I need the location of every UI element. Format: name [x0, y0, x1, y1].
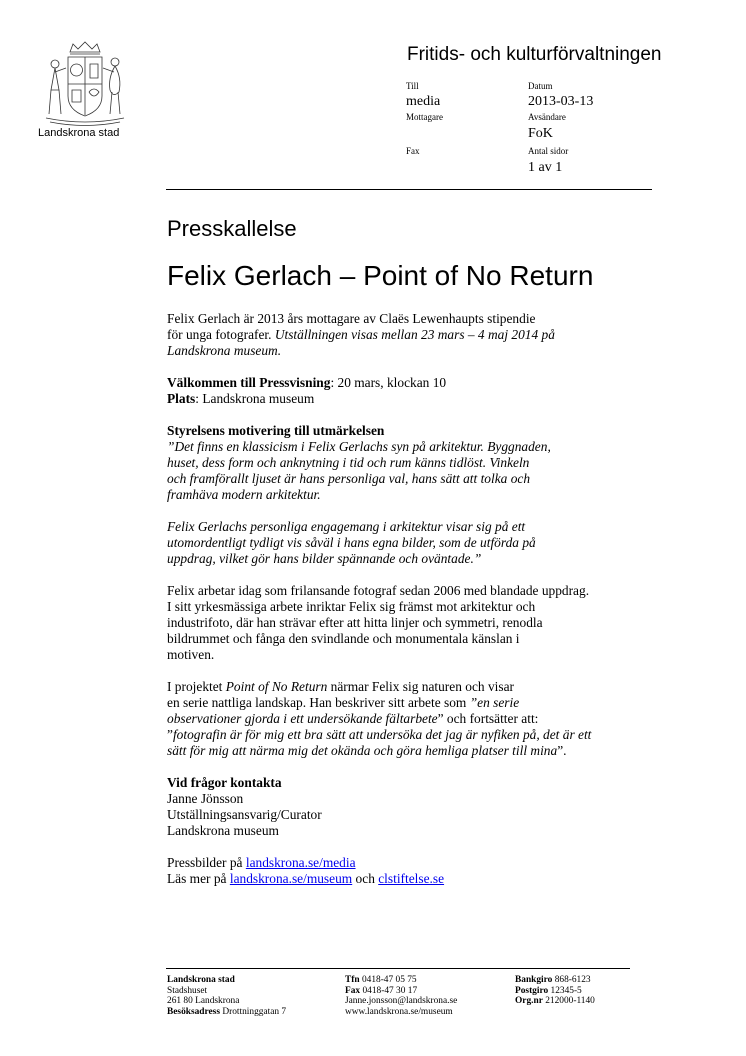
footer-label: Postgiro [515, 985, 549, 996]
antal-sidor-label: Antal sidor [528, 146, 569, 156]
footer-line: Stadshuset [167, 985, 208, 996]
motivation-line: uppdrag, vilket gör hans bilder spännande och oväntade.” [167, 551, 482, 566]
links-text: och [352, 871, 379, 886]
footer-email: Janne.jonsson@landskrona.se [345, 996, 458, 1006]
project-quote: sätt för mig att närma mig det okända och göra hemliga platser till mina [167, 743, 558, 758]
footer-bank [515, 975, 595, 1007]
document-kicker: Presskallelse [167, 216, 297, 241]
footer-line: 261 80 Landskrona [167, 996, 240, 1006]
footer-value: Drottninggatan 7 [219, 1006, 287, 1017]
footer-label: Bankgiro [515, 975, 553, 985]
till-label: Till [406, 81, 419, 91]
department-title: Fritids- och kulturförvaltningen [407, 44, 662, 65]
footer-label: Besöksadress [167, 1006, 220, 1017]
footer-contact [345, 975, 457, 1017]
avsandare-label: Avsändare [528, 112, 566, 122]
footer-address [167, 975, 286, 1017]
press-images-link[interactable]: landskrona.se/media [245, 855, 356, 870]
landskrona-coat-of-arms-icon [40, 38, 130, 128]
contact-role: Utställningsansvarig/Curator [167, 807, 322, 822]
bio-line: industrifoto, där han strävar efter att hitta linjer och symmetri, renodla [167, 615, 543, 630]
project-quote: ”en serie [469, 695, 520, 710]
project-text: ”. [557, 743, 567, 758]
bio-line: Felix arbetar idag som frilansande fotograf sedan 2006 med blandade uppdrag. [167, 583, 590, 598]
footer-label: Org.nr [515, 996, 543, 1006]
logo-wordmark: Landskrona stad [38, 127, 120, 139]
links-text: Pressbilder på [167, 855, 246, 870]
footer-divider [166, 968, 630, 969]
footer-label: Tfn [345, 975, 360, 985]
intro-line-1: Felix Gerlach är 2013 års mottagare av Claës Lewenhaupts stipendie [167, 311, 536, 326]
motivation-paragraph [167, 423, 657, 503]
avsandare-value: FoK [528, 126, 553, 141]
project-text: ” och fortsätter att: [437, 711, 539, 726]
document-body [167, 311, 657, 903]
motivation-line: Felix Gerlachs personliga engagemang i arkitektur visar sig på ett [167, 519, 526, 534]
museum-link[interactable]: landskrona.se/museum [229, 871, 353, 886]
motivation-line: ”Det finns en klassicism i Felix Gerlachs syn på arkitektur. Byggnaden, [167, 439, 551, 454]
fax-label: Fax [406, 146, 420, 156]
project-text: en serie nattliga landskap. Han beskriver sitt arbete som [167, 695, 470, 710]
project-text: ” [167, 727, 173, 742]
project-text: I projektet [167, 679, 226, 694]
footer-value: 0418-47 30 17 [360, 985, 418, 996]
motivation-line: och framförallt ljuset är hans personliga val, hans sätt att tolka och [167, 471, 531, 486]
clstiftelse-link[interactable]: clstiftelse.se [378, 871, 445, 886]
bio-line: bildrummet och fånga den svindlande och monumentala känslan i [167, 631, 520, 646]
footer-web: www.landskrona.se/museum [345, 1006, 453, 1017]
intro-exhibition-dates: Utställningen visas mellan 23 mars – 4 maj 2014 på [274, 327, 555, 342]
antal-sidor-value: 1 av 1 [528, 160, 563, 175]
footer-label: Fax [345, 985, 361, 996]
motivation-heading: Styrelsens motivering till utmärkelsen [167, 423, 385, 438]
footer-org-name: Landskrona stad [167, 975, 235, 985]
invitation-paragraph [167, 375, 657, 407]
document-headline: Felix Gerlach – Point of No Return [167, 260, 594, 291]
footer-value: 12345-5 [548, 985, 582, 996]
footer-value: 212000-1140 [542, 996, 595, 1006]
links-paragraph [167, 855, 657, 887]
project-text: närmar Felix sig naturen och visar [327, 679, 514, 694]
bio-paragraph [167, 583, 657, 663]
motivation-line: utomordentligt tydligt vis såväl i hans egna bilder, som de utförda på [167, 535, 536, 550]
header-divider [166, 189, 652, 190]
intro-line-2: för unga fotografer. [167, 327, 275, 342]
footer-value: 0418-47 05 75 [359, 975, 417, 985]
motivation-line: framhäva modern arkitektur. [167, 487, 321, 502]
project-paragraph [167, 679, 657, 759]
project-quote: fotografin är för mig ett bra sätt att undersöka det jag är nyfiken på, det är ett [172, 727, 592, 742]
datum-label: Datum [528, 81, 553, 91]
links-text: Läs mer på [167, 871, 230, 886]
till-value: media [406, 94, 441, 109]
place-value: : Landskrona museum [195, 391, 315, 406]
contact-paragraph [167, 775, 657, 839]
intro-paragraph [167, 311, 657, 359]
bio-line: I sitt yrkesmässiga arbete inriktar Felix sig främst mot arkitektur och [167, 599, 536, 614]
project-quote: observationer gjorda i ett undersökande fältarbete [167, 711, 438, 726]
intro-line-3: Landskrona museum. [167, 343, 282, 358]
motivation-line: huset, dess form och anknytning i tid och rum känns tidlöst. Vinkeln [167, 455, 530, 470]
bio-line: motiven. [167, 647, 215, 662]
mottagare-label: Mottagare [406, 112, 443, 122]
welcome-label: Välkommen till Pressvisning [167, 375, 331, 390]
motivation-paragraph-2 [167, 519, 657, 567]
contact-org: Landskrona museum [167, 823, 279, 838]
footer-value: 868-6123 [552, 975, 591, 985]
contact-heading: Vid frågor kontakta [167, 775, 282, 790]
contact-name: Janne Jönsson [167, 791, 244, 806]
place-label: Plats [167, 391, 196, 406]
project-title: Point of No Return [225, 679, 328, 694]
datum-value: 2013-03-13 [528, 94, 594, 109]
welcome-details: : 20 mars, klockan 10 [330, 375, 447, 390]
